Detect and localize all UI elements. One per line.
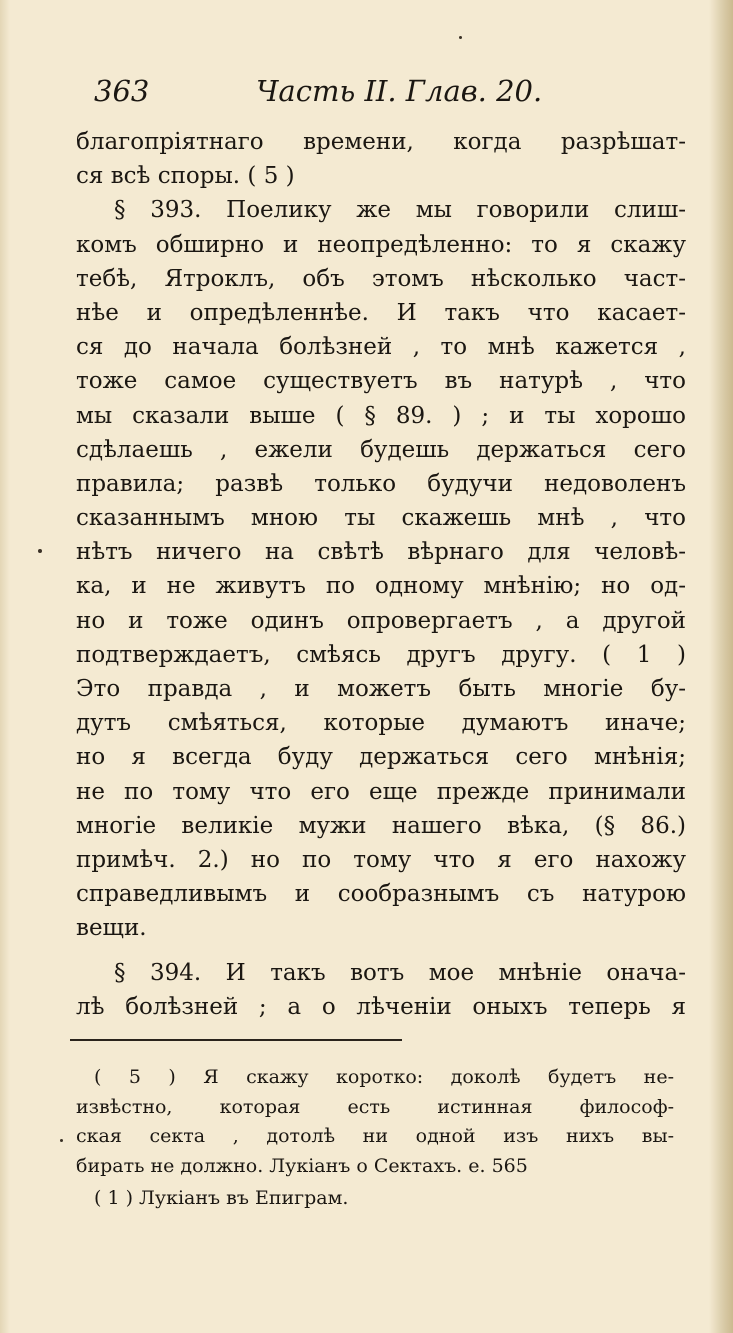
text-line: лѣ болѣзней ; а о лѣченіи оныхъ теперь я [76, 993, 686, 1020]
page-number: 363 [94, 74, 150, 108]
footnote-line: извѣстно, которая есть истинная философ- [76, 1095, 674, 1118]
footnote-divider [70, 1039, 402, 1041]
text-line: тебѣ, Ятроклъ, объ этомъ нѣсколько част- [76, 265, 686, 292]
page-header [94, 74, 614, 118]
text-line: сдѣлаешь , ежели будешь держаться сего [76, 436, 686, 463]
text-line: многіе великіе мужи нашего вѣка, (§ 86.) [76, 812, 686, 839]
text-line: примѣч. 2.) но по тому что я его нахожу [76, 846, 686, 873]
text-line: дутъ смѣяться, которые думаютъ иначе; [76, 710, 686, 737]
page-left-shadow [0, 0, 10, 1333]
footnote-1: ( 1 ) Лукіанъ въ Епиграм. [94, 1187, 349, 1209]
main-text [76, 125, 686, 1024]
text-line: но я всегда буду держаться сего мнѣнія; [76, 744, 686, 771]
text-line: ся до начала болѣзней , то мнѣ кажется , [76, 334, 686, 361]
text-line: комъ обширно и неопредѣленно: то я скажу [76, 231, 686, 258]
ink-speck [459, 36, 462, 39]
text-line: нѣтъ ничего на свѣтѣ вѣрнаго для человѣ- [76, 539, 686, 566]
text-line: Это правда , и можетъ быть многіе бу- [76, 676, 686, 702]
text-line: мы сказали выше ( § 89. ) ; и ты хорошо [76, 402, 686, 429]
text-line: справедливымъ и сообразнымъ съ натурою [76, 881, 686, 908]
page-right-shadow [709, 0, 733, 1333]
paragraph-393-start: § 393. Поелику же мы говорили слиш- [114, 197, 686, 224]
footnote-line: ская секта , дотолѣ ни одной изъ нихъ вы- [76, 1125, 674, 1147]
text-line: ся всѣ споры. ( 5 ) [76, 163, 295, 190]
text-line: тоже самое существуетъ въ натурѣ , что [76, 368, 686, 395]
text-line: нѣе и опредѣленнѣе. И такъ что касает- [76, 299, 686, 326]
paragraph-394-start: § 394. И такъ вотъ мое мнѣніе онача- [114, 959, 686, 986]
text-line: ка, и не живутъ по одному мнѣнію; но од- [76, 573, 686, 600]
text-line: сказаннымъ мною ты скажешь мнѣ , что [76, 505, 686, 532]
text-line: вещи. [76, 915, 147, 942]
text-line: не по тому что его еще прежде принимали [76, 778, 686, 805]
footnotes [76, 1063, 674, 1214]
text-line: но и тоже одинъ опровергаетъ , а другой [76, 607, 686, 634]
text-line: подтверждаетъ, смѣясь другъ другу. ( 1 ) [76, 641, 686, 668]
ink-speck [38, 549, 42, 553]
text-line: правила; развѣ только будучи недоволенъ [76, 470, 686, 497]
footnote-5: ( 5 ) Я скажу коротко: доколѣ будетъ не- [94, 1066, 674, 1088]
ink-speck [60, 1139, 63, 1142]
text-line: благопріятнаго времени, когда разрѣшат- [76, 129, 686, 155]
footnote-line: бирать не должно. Лукіанъ о Сектахъ. е. 565 [76, 1154, 528, 1177]
running-title: Часть II. Глав. 20. [256, 74, 543, 108]
